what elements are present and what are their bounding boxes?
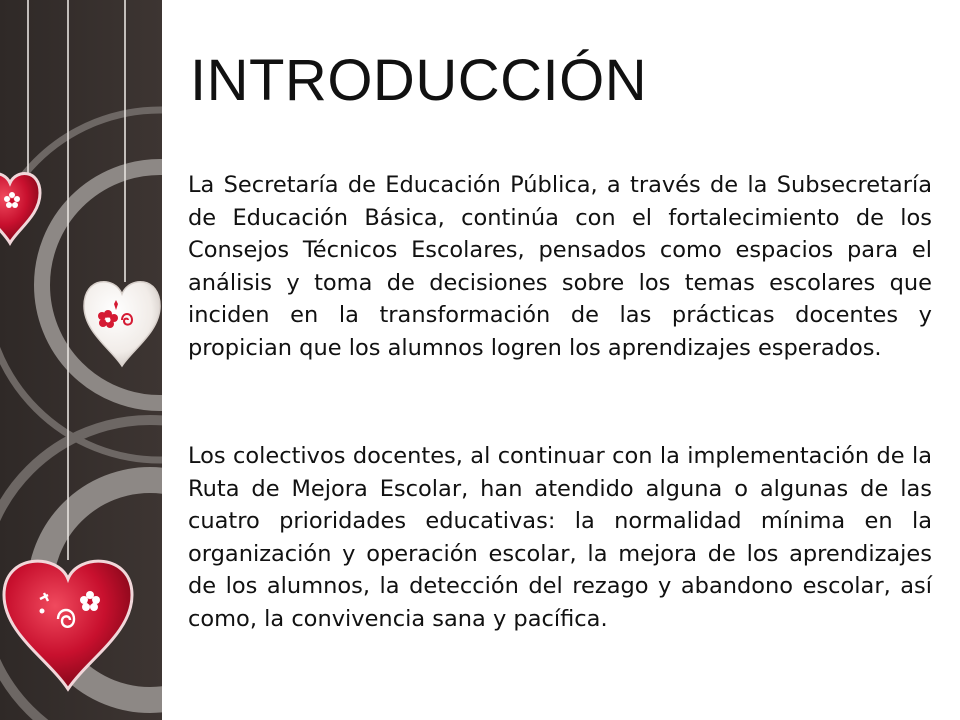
intro-paragraph-2: Los colectivos docentes, al continuar con la implementación de la Ruta de Mejora Escolar, han atendido alguna o algunas de las cuatro prioridades educativas: la normalidad mínima en la organización y operación escolar, la mejora de los aprendizajes de los alumnos, la detección del rezago y abandono escolar, así como, la convivencia sana y pacífica.: [188, 443, 932, 632]
decorative-sidebar: [0, 0, 162, 720]
slide-title: INTRODUCCIÓN: [190, 48, 648, 113]
intro-paragraph-1: La Secretaría de Educación Pública, a través de la Subsecretaría de Educación Básica, continúa con el fortalecimiento de los Consejos Técnicos Escolares, pensados como espacios para el análisis y toma de decisiones sobre los temas escolares que inciden en la transformación de las prácticas docentes y propician que los alumnos logren los aprendizajes esperados.: [188, 172, 932, 361]
